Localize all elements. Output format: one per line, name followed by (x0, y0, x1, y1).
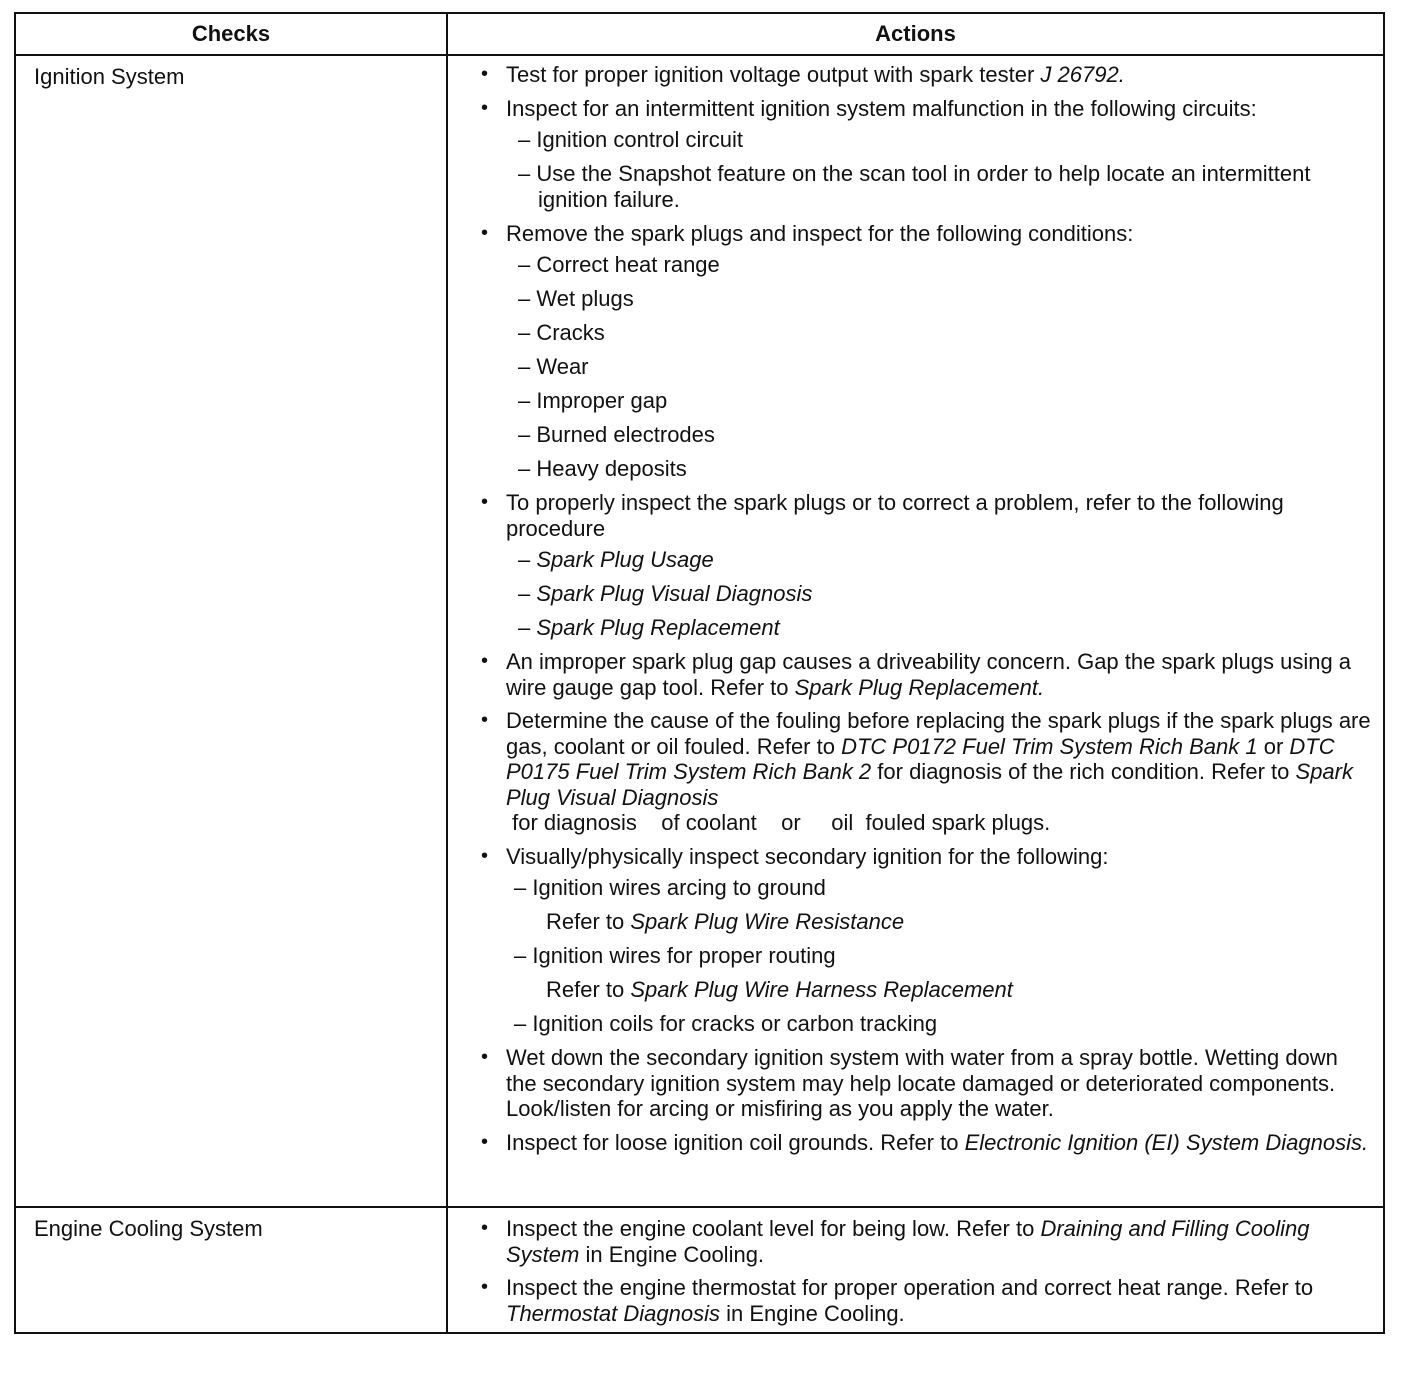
sub-item: – Ignition wires for proper routing (514, 943, 836, 968)
list-item: • Inspect the engine thermostat for proper operation and correct heat range. Refer to Thermostat Diagnosis in Engine Cooling. (448, 1275, 1371, 1326)
list-item: • Inspect for an intermittent ignition system malfunction in the following circuits: (448, 96, 1371, 122)
checks-actions-table (14, 12, 1385, 1334)
list-item: • Inspect for loose ignition coil grounds. Refer to Electronic Ignition (EI) System Diagnosis. (448, 1130, 1371, 1156)
check-engine-cooling-system: Engine Cooling System (34, 1216, 263, 1241)
table-row (15, 1207, 1384, 1333)
header-row (15, 13, 1384, 55)
actions-cell (447, 1207, 1384, 1333)
procedure-reference: Spark Plug Wire Resistance (630, 909, 905, 934)
check-ignition-system: Ignition System (34, 64, 185, 89)
sub-item: – Heavy deposits (518, 456, 687, 481)
sub-item: – Improper gap (518, 388, 668, 413)
header-checks: Checks (15, 13, 447, 55)
sub-item: – Wear (518, 354, 589, 379)
sub-sub-item: Refer to Spark Plug Wire Resistance (546, 909, 905, 934)
list-item: • Determine the cause of the fouling before replacing the spark plugs if the spark plugs are gas, coolant or oil fouled. Refer to DTC P0172 Fuel Trim System Rich Bank 1 or DTC P0175 Fuel Trim System Rich Bank 2 for diagnosis of the rich condition. Refer to Spark Plug Visual Diagnosis for diagnosis of coolant or oil fouled spark plugs. (448, 708, 1371, 836)
procedure-reference: Thermostat Diagnosis (506, 1300, 720, 1326)
list-item: • Visually/physically inspect secondary ignition for the following: (448, 844, 1371, 870)
procedure-reference: Spark Plug Wire Harness Replacement (630, 977, 1013, 1002)
sub-item: – Correct heat range (518, 252, 720, 277)
sub-item: – Ignition control circuit (518, 127, 743, 152)
procedure-reference: Spark Plug Replacement (536, 615, 780, 640)
sub-item: – Burned electrodes (518, 422, 715, 447)
list-item: • Inspect the engine coolant level for being low. Refer to Draining and Filling Cooling System in Engine Cooling. (448, 1216, 1371, 1267)
sub-item: – Spark Plug Visual Diagnosis (518, 581, 813, 606)
list-item: • To properly inspect the spark plugs or to correct a problem, refer to the following procedure (448, 490, 1371, 541)
list-item: • Remove the spark plugs and inspect for the following conditions: (448, 221, 1371, 247)
procedure-reference: Spark Plug Visual Diagnosis (536, 581, 813, 606)
check-cell (15, 1207, 447, 1333)
sub-item: – Use the Snapshot feature on the scan tool in order to help locate an intermittent ignition failure. (518, 161, 1311, 212)
actions-list (448, 1208, 1383, 1332)
sub-item: – Ignition coils for cracks or carbon tracking (514, 1011, 938, 1036)
procedure-reference: Spark Plug Replacement. (794, 674, 1045, 700)
sub-item: – Cracks (518, 320, 605, 345)
sub-item: – Wet plugs (518, 286, 634, 311)
procedure-reference: Spark Plug Usage (536, 547, 714, 572)
list-item: • An improper spark plug gap causes a driveability concern. Gap the spark plugs using a wire gauge gap tool. Refer to Spark Plug Replacement. (448, 649, 1371, 700)
procedure-reference: Spark Plug Visual Diagnosis (506, 759, 1353, 810)
list-item: • Test for proper ignition voltage output with spark tester J 26792. (448, 62, 1371, 88)
sub-sub-item: Refer to Spark Plug Wire Harness Replacement (546, 977, 1013, 1002)
sub-item: – Spark Plug Replacement (518, 615, 780, 640)
actions-list (448, 56, 1383, 1161)
procedure-reference: Electronic Ignition (EI) System Diagnosis. (964, 1129, 1369, 1155)
sub-item: – Spark Plug Usage (518, 547, 714, 572)
header-actions: Actions (447, 13, 1384, 55)
table-row (15, 55, 1384, 1207)
dtc-reference: DTC P0172 Fuel Trim System Rich Bank 1 (841, 733, 1258, 759)
list-item: • Wet down the secondary ignition system with water from a spray bottle. Wetting down the secondary ignition system may help locate damaged or deteriorated components. Look/listen for arcing or misfiring as you apply the water. (448, 1045, 1371, 1122)
dtc-reference: DTC P0175 Fuel Trim System Rich Bank 2 (506, 733, 1335, 784)
tool-reference: J 26792. (1040, 62, 1125, 87)
procedure-reference: Draining and Filling Cooling System (506, 1216, 1310, 1267)
actions-cell (447, 55, 1384, 1207)
check-cell (15, 55, 447, 1207)
sub-item: – Ignition wires arcing to ground (514, 875, 826, 900)
